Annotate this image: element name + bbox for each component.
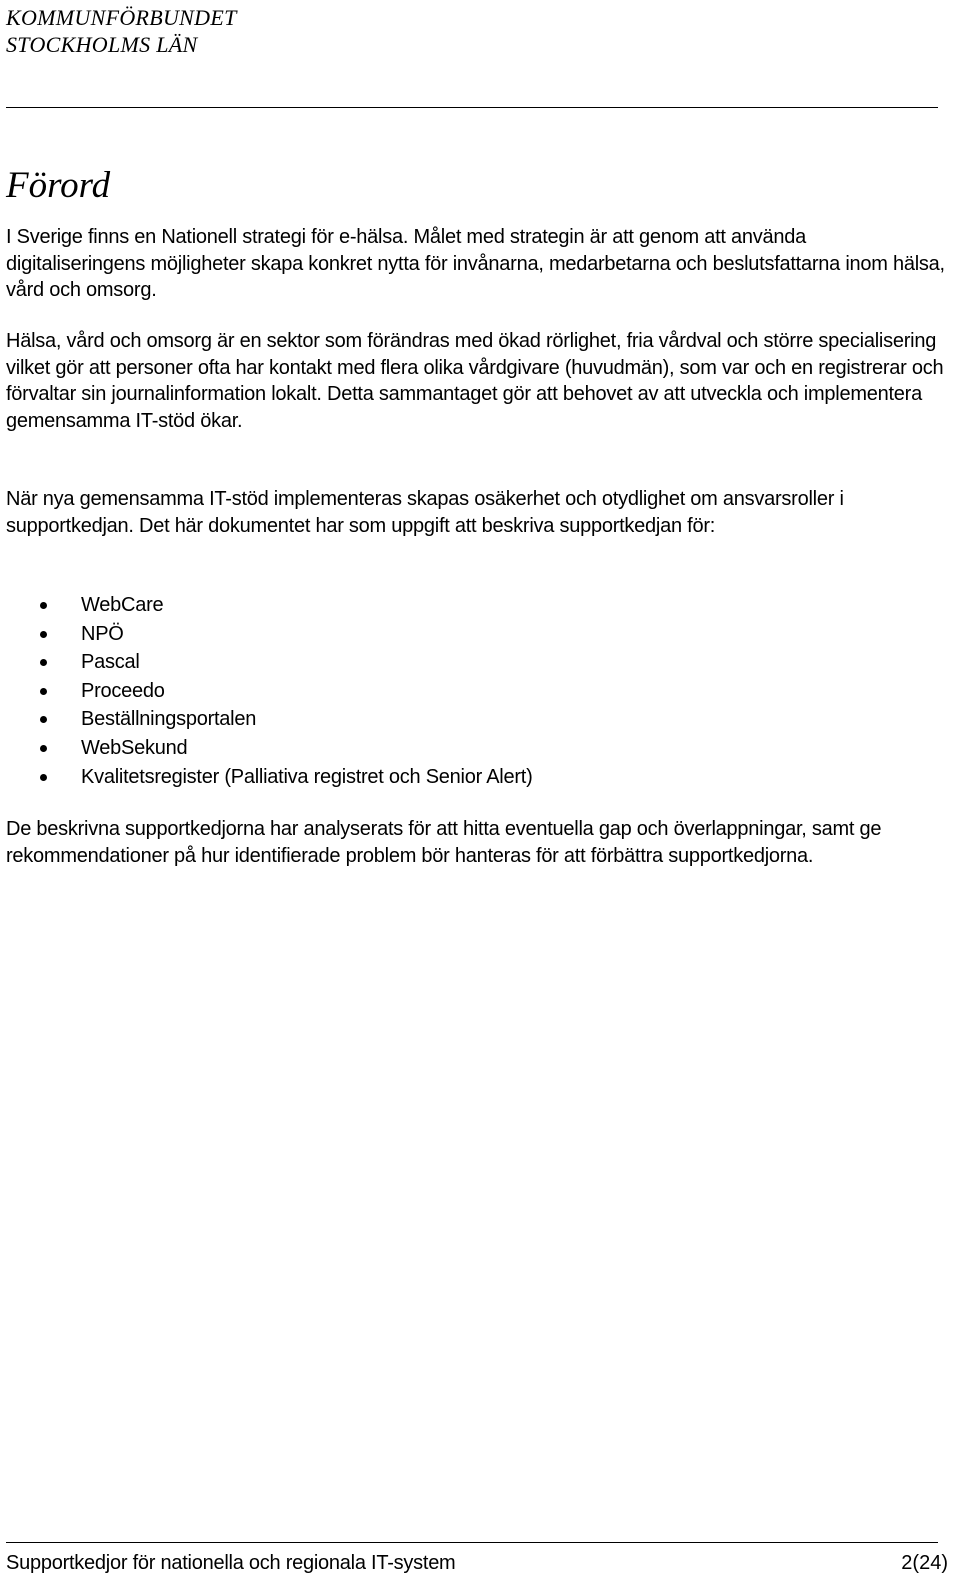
bullet-icon <box>40 745 47 752</box>
list-item <box>0 677 533 706</box>
list-item-label: Kvalitetsregister (Palliativa registret och Senior Alert) <box>81 765 533 788</box>
bullet-icon <box>40 716 47 723</box>
systems-list <box>0 591 533 791</box>
list-item-label: Pascal <box>81 651 140 674</box>
bullet-icon <box>40 602 47 609</box>
analysis-paragraph: De beskrivna supportkedjorna har analyserats för att hitta eventuella gap och överlappningar, samt ge rekommendationer på hur identifierade problem bör hanteras för att förbättra supportkedjorna. <box>6 818 882 867</box>
bullet-icon <box>40 774 47 781</box>
intro-paragraph: I Sverige finns en Nationell strategi för e-hälsa. Målet med strategin är att genom att använda digitaliseringens möjligheter skapa konkret nytta för invånarna, medarbetarna och beslutsfattarna inom hälsa, vård och omsorg. <box>6 226 945 301</box>
organization-name-line-1: KOMMUNFÖRBUNDET <box>6 5 237 30</box>
footer-document-title: Supportkedjor för nationella och regionala IT-system <box>6 1552 456 1574</box>
list-item-label: Beställningsportalen <box>81 708 257 731</box>
sector-paragraph: Hälsa, vård och omsorg är en sektor som förändras med ökad rörlighet, fria vårdval och större specialisering vilket gör att personer ofta har kontakt med flera olika vårdgivare (huvudmän), som var och en registrerar och förvaltar sin journalinformation lokalt. Detta sammantaget gör att behovet av att utveckla och implementera gemensamma IT-stöd ökar. <box>6 330 944 432</box>
purpose-paragraph: När nya gemensamma IT-stöd implementeras skapas osäkerhet och otydlighet om ansvarsroller i supportkedjan. Det här dokumentet har som uppgift att beskriva supportkedjan för: <box>6 488 844 537</box>
footer-divider <box>6 1542 938 1543</box>
bullet-icon <box>40 659 47 666</box>
list-item <box>0 620 533 649</box>
organization-name <box>6 4 237 58</box>
page-number: 2(24) <box>901 1552 948 1574</box>
list-item-label: NPÖ <box>81 622 124 645</box>
list-item <box>0 763 533 792</box>
bullet-icon <box>40 631 47 638</box>
list-item-label: WebCare <box>81 594 164 616</box>
list-item <box>0 705 533 734</box>
page-title: Förord <box>6 165 111 206</box>
organization-name-line-2: STOCKHOLMS LÄN <box>6 32 198 57</box>
list-item-label: Proceedo <box>81 679 165 702</box>
list-item <box>0 648 533 677</box>
list-item <box>0 734 533 763</box>
list-item-label: WebSekund <box>81 736 188 759</box>
list-item <box>0 591 533 620</box>
bullet-icon <box>40 688 47 695</box>
header-divider <box>6 107 938 108</box>
